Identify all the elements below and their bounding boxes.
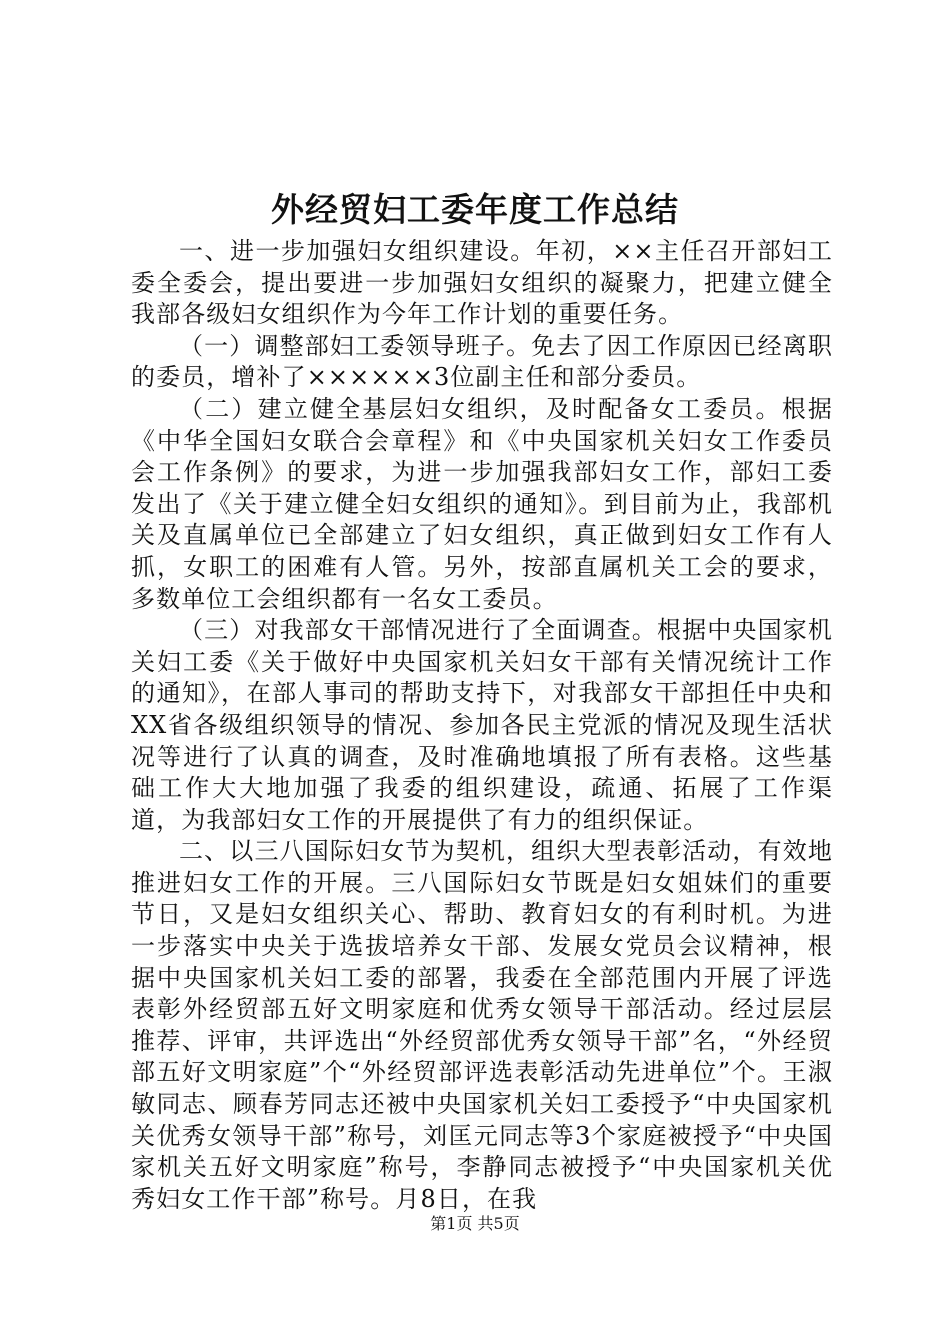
paragraph-3: （二）建立健全基层妇女组织，及时配备女工委员。根据《中华全国妇女联合会章程》和《中央国家机关妇女工作委员会工作条例》的要求，为进一步加强我部妇女工作，部妇工委发出了《关于建立健全妇女组织的通知》。到目前为止，我部机关及直属单位已全部建立了妇女组织，真正做到妇女工作有人抓，女职工的困难有人管。另外，按部直属机关工会的要求，多数单位工会组织都有一名女工委员。 <box>131 394 833 613</box>
paragraph-2: （一）调整部妇工委领导班子。免去了因工作原因已经离职的委员，增补了××××××3位副主任和部分委员。 <box>131 331 833 392</box>
paragraph-5: 二、以三八国际妇女节为契机，组织大型表彰活动，有效地推进妇女工作的开展。三八国际妇女节既是妇女姐妹们的重要节日，又是妇女组织关心、帮助、教育妇女的有利时机。为进一步落实中央关于选拔培养女干部、发展女党员会议精神，根据中央国家机关妇工委的部署，我委在全部范围内开展了评选表彰外经贸部五好文明家庭和优秀女领导干部活动。经过层层推荐、评审，共评选出“外经贸部优秀女领导干部”名，“外经贸部五好文明家庭”个“外经贸部评选表彰活动先进单位”个。王淑敏同志、顾春芳同志还被中央国家机关妇工委授予“中央国家机关优秀女领导干部”称号，刘匡元同志等3个家庭被授予“中央国家机关五好文明家庭”称号，李静同志被授予“中央国家机关优秀妇女工作干部”称号。月8日，在我 <box>131 837 833 1213</box>
paragraph-1: 一、进一步加强妇女组织建设。年初，××主任召开部妇工委全委会，提出要进一步加强妇女组织的凝聚力，把建立健全我部各级妇女组织作为今年工作计划的重要任务。 <box>131 237 833 329</box>
page-footer: 第1页 共5页 <box>430 1214 520 1233</box>
document-body <box>131 236 833 1215</box>
document-title: 外经贸妇工委年度工作总结 <box>271 190 679 229</box>
paragraph-4: （三）对我部女干部情况进行了全面调查。根据中央国家机关妇工委《关于做好中央国家机关妇女干部有关情况统计工作的通知》，在部人事司的帮助支持下，对我部女干部担任中央和XX省各级组织领导的情况、参加各民主党派的情况及现生活状况等进行了认真的调查，及时准确地填报了所有表格。这些基础工作大大地加强了我委的组织建设，疏通、拓展了工作渠道，为我部妇女工作的开展提供了有力的组织保证。 <box>131 616 833 834</box>
